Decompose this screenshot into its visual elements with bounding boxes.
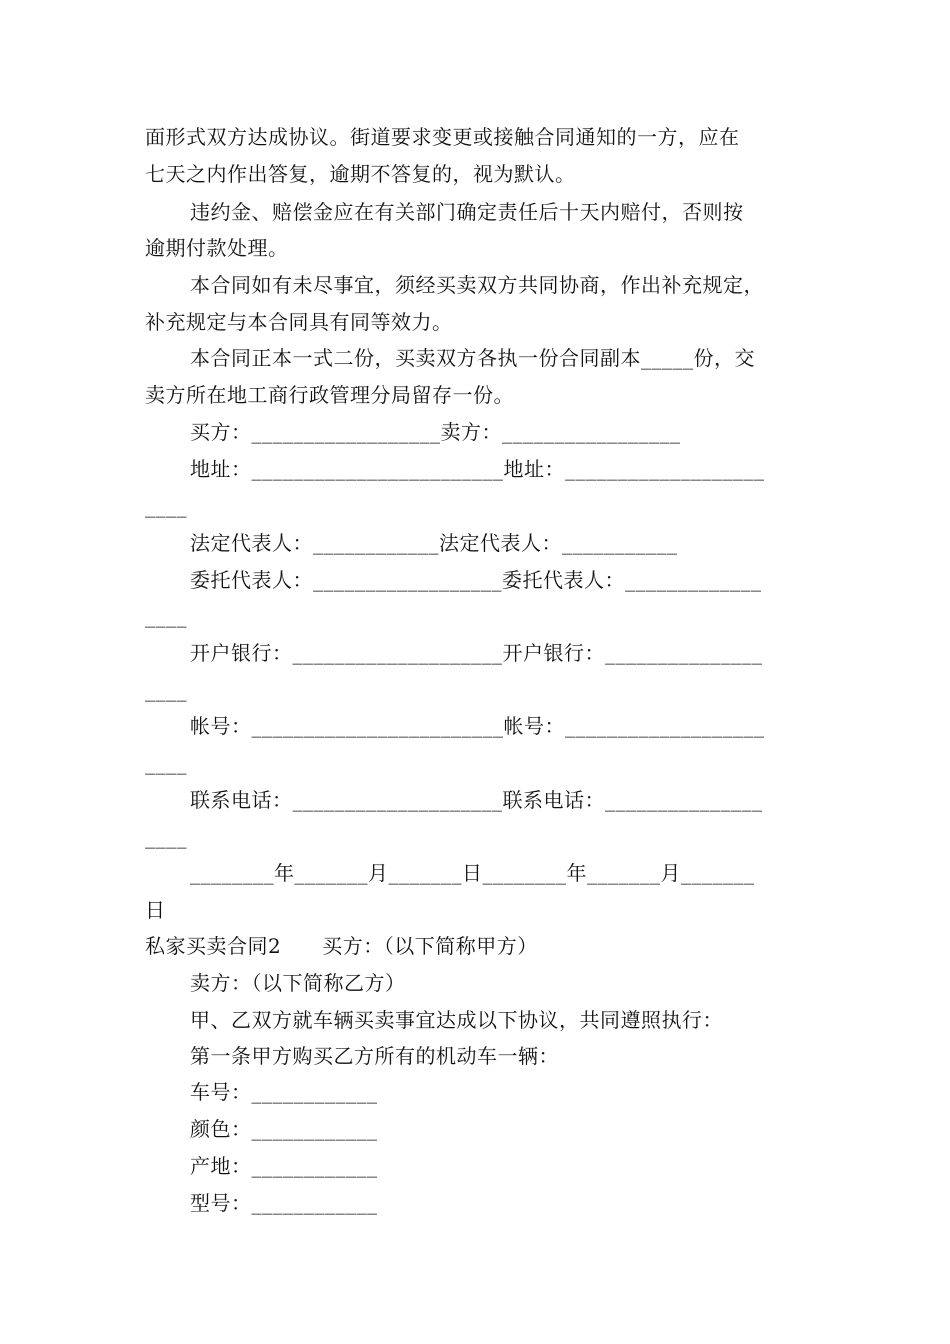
legal-representative-field: 法定代表人：____________法定代表人：___________: [190, 531, 678, 555]
address-field: 地址：________________________地址：___________________: [190, 457, 765, 481]
text-line: 甲、乙双方就车辆买卖事宜达成以下协议，共同遵照执行：: [190, 1008, 723, 1032]
account-field: 帐号：________________________帐号：___________________: [190, 714, 765, 738]
model-field: 型号：____________: [190, 1191, 378, 1215]
text-line: 逾期付款处理。: [145, 236, 289, 260]
buyer-seller-field: 买方：__________________卖方：_________________: [190, 420, 681, 444]
section-heading: 私家买卖合同2 买方：（以下简称甲方）: [145, 934, 538, 958]
text-line: 第一条甲方购买乙方所有的机动车一辆：: [190, 1044, 559, 1068]
authorized-representative-field: 委托代表人：__________________委托代表人：_____________: [190, 568, 762, 592]
color-field: 颜色：____________: [190, 1117, 378, 1141]
date-continuation: 日: [145, 898, 166, 922]
text-line: 补充规定与本合同具有同等效力。: [145, 310, 453, 334]
origin-field: 产地：____________: [190, 1154, 378, 1178]
text-line: 卖方：（以下简称乙方）: [190, 971, 406, 995]
text-line: 七天之内作出答复，逾期不答复的，视为默认。: [145, 162, 576, 186]
field-continuation: ____: [145, 751, 187, 775]
text-line: 违约金、赔偿金应在有关部门确定责任后十天内赔付，否则按: [190, 200, 744, 224]
field-continuation: ____: [145, 494, 187, 518]
field-continuation: ____: [145, 825, 187, 849]
field-continuation: ____: [145, 604, 187, 628]
date-field: ________年_______月_______日________年_______月_______: [190, 861, 755, 885]
text-line: 面形式双方达成协议。街道要求变更或接触合同通知的一方，应在: [145, 125, 740, 149]
text-line: 本合同正本一式二份，买卖双方各执一份合同副本_____份，交: [190, 346, 755, 370]
phone-field: 联系电话：____________________联系电话：_______________: [190, 788, 763, 812]
bank-field: 开户银行：____________________开户银行：_______________: [190, 641, 763, 665]
plate-number-field: 车号：____________: [190, 1080, 378, 1104]
field-continuation: ____: [145, 678, 187, 702]
text-line: 卖方所在地工商行政管理分局留存一份。: [145, 383, 514, 407]
text-line: 本合同如有未尽事宜，须经买卖双方共同协商，作出补充规定，: [190, 273, 764, 297]
